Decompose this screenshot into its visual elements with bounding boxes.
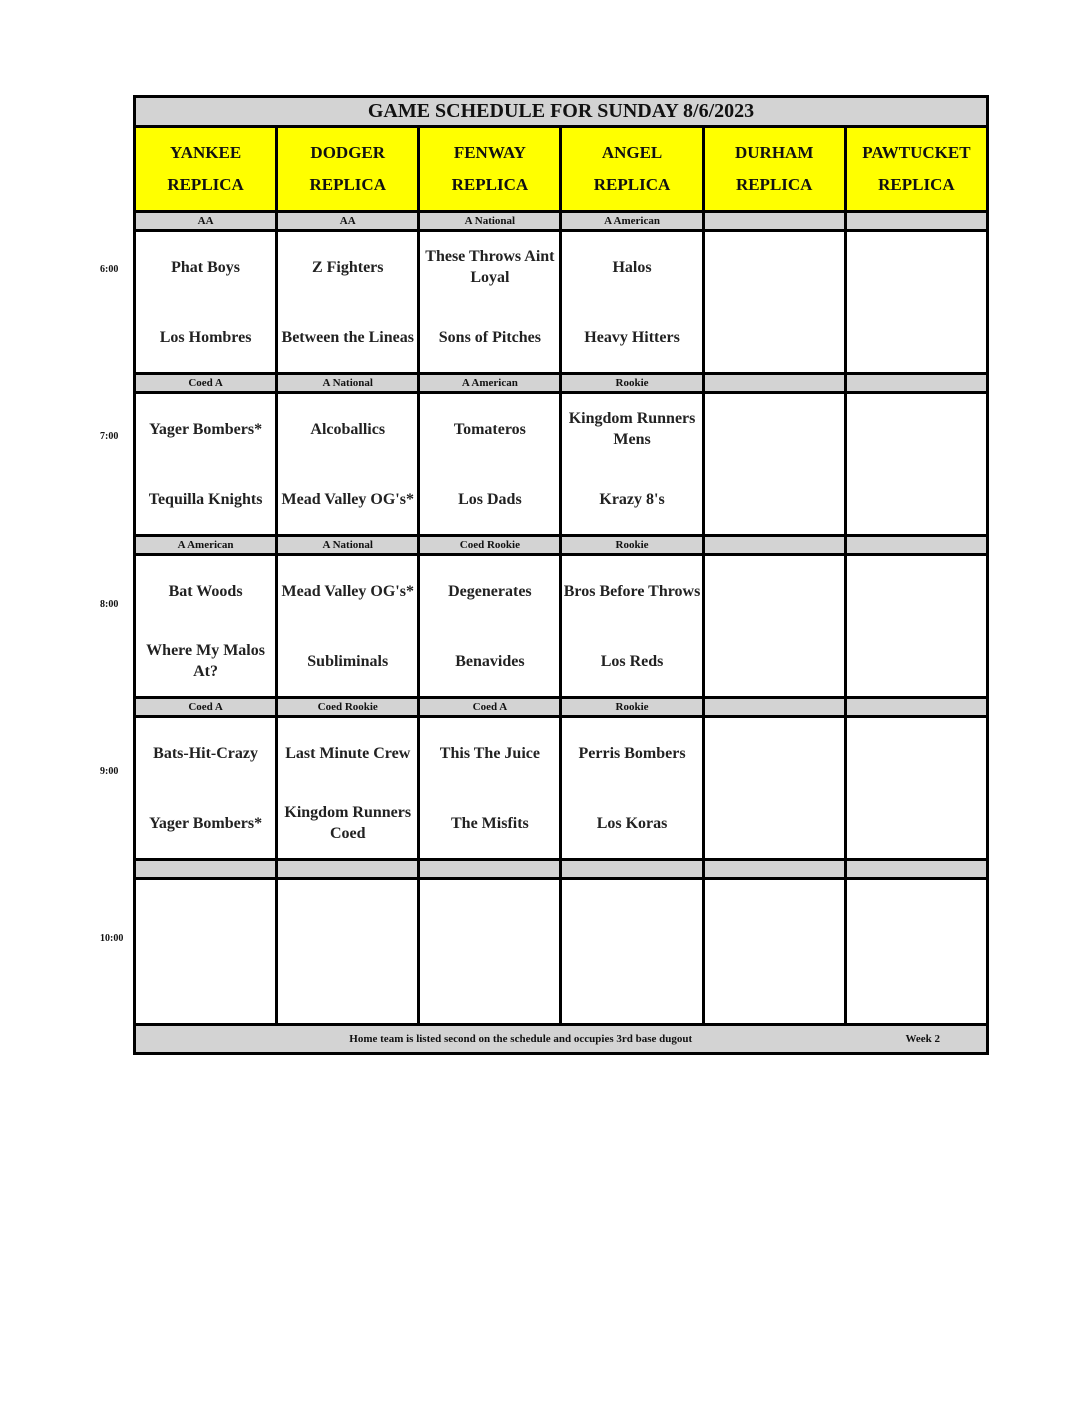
game-cell xyxy=(561,879,703,1025)
time-label-7: 7:00 xyxy=(100,431,119,442)
home-team-row xyxy=(135,788,988,860)
home-team-cell: Los Dads xyxy=(419,464,561,536)
division-row xyxy=(135,698,988,717)
division-label: AA xyxy=(277,212,419,231)
away-team-cell xyxy=(845,555,987,627)
field-subtitle: REPLICA xyxy=(451,175,529,194)
away-team-cell xyxy=(703,231,845,303)
division-label xyxy=(845,212,987,231)
division-label xyxy=(419,860,561,879)
field-subtitle: REPLICA xyxy=(309,175,386,194)
schedule-table xyxy=(133,95,989,1055)
home-team-cell: Heavy Hitters xyxy=(561,302,703,374)
home-team-cell xyxy=(845,464,987,536)
away-team-cell: Last Minute Crew xyxy=(277,717,419,789)
division-label xyxy=(845,374,987,393)
away-team-cell: Tomateros xyxy=(419,393,561,465)
home-team-cell: Benavides xyxy=(419,626,561,698)
away-team-cell: Bat Woods xyxy=(135,555,277,627)
away-team-cell: Bros Before Throws xyxy=(561,555,703,627)
division-row xyxy=(135,212,988,231)
division-label xyxy=(703,536,845,555)
field-name: DURHAM xyxy=(735,143,814,162)
away-team-row xyxy=(135,393,988,465)
away-team-row xyxy=(135,717,988,789)
division-label: A American xyxy=(135,536,277,555)
field-name: YANKEE xyxy=(169,143,242,162)
away-team-row xyxy=(135,231,988,303)
empty-slot-row xyxy=(135,879,988,1025)
field-subtitle: REPLICA xyxy=(593,175,671,194)
division-label: Rookie xyxy=(561,374,703,393)
away-team-cell xyxy=(845,393,987,465)
away-team-cell: Mead Valley OG's* xyxy=(277,555,419,627)
home-team-cell: Los Hombres xyxy=(135,302,277,374)
field-name: DODGER xyxy=(310,143,386,162)
game-cell xyxy=(703,879,845,1025)
game-cell xyxy=(135,879,277,1025)
home-team-cell: Krazy 8's xyxy=(561,464,703,536)
division-label xyxy=(277,860,419,879)
home-team-row xyxy=(135,464,988,536)
away-team-row xyxy=(135,555,988,627)
division-label: Coed Rookie xyxy=(277,698,419,717)
division-label: A American xyxy=(419,374,561,393)
game-cell xyxy=(277,879,419,1025)
field-header-yankee xyxy=(135,127,277,212)
home-team-cell: Tequilla Knights xyxy=(135,464,277,536)
field-name: FENWAY xyxy=(453,143,526,162)
schedule-title: GAME SCHEDULE FOR SUNDAY 8/6/2023 xyxy=(135,97,988,127)
division-label xyxy=(135,860,277,879)
away-team-cell xyxy=(703,393,845,465)
division-label: A National xyxy=(419,212,561,231)
division-label: A National xyxy=(277,374,419,393)
division-row xyxy=(135,860,988,879)
footer-note: Home team is listed second on the schedule and occupies 3rd base dugout xyxy=(349,1033,693,1045)
field-header-angel xyxy=(561,127,703,212)
home-team-cell: Subliminals xyxy=(277,626,419,698)
away-team-cell xyxy=(703,717,845,789)
division-label xyxy=(845,698,987,717)
field-header-row xyxy=(135,127,988,212)
field-header-durham xyxy=(703,127,845,212)
away-team-cell: This The Juice xyxy=(419,717,561,789)
field-name: PAWTUCKET xyxy=(862,143,971,162)
time-label-9: 9:00 xyxy=(100,766,119,777)
home-team-cell: Yager Bombers* xyxy=(135,788,277,860)
division-row xyxy=(135,536,988,555)
home-team-row xyxy=(135,626,988,698)
field-header-dodger xyxy=(277,127,419,212)
away-team-cell: Degenerates xyxy=(419,555,561,627)
home-team-cell: Kingdom Runners Coed xyxy=(277,788,419,860)
game-cell xyxy=(845,879,987,1025)
division-label: A National xyxy=(277,536,419,555)
time-label-10: 10:00 xyxy=(100,933,124,944)
home-team-cell xyxy=(703,626,845,698)
division-label: Rookie xyxy=(561,536,703,555)
division-label: Rookie xyxy=(561,698,703,717)
division-label: Coed A xyxy=(419,698,561,717)
division-label: Coed Rookie xyxy=(419,536,561,555)
division-label: Coed A xyxy=(135,374,277,393)
home-team-cell: Where My Malos At? xyxy=(135,626,277,698)
away-team-cell: Z Fighters xyxy=(277,231,419,303)
home-team-cell: Los Koras xyxy=(561,788,703,860)
home-team-row xyxy=(135,302,988,374)
division-label xyxy=(703,698,845,717)
week-label: Week 2 xyxy=(905,1033,940,1045)
away-team-cell: Halos xyxy=(561,231,703,303)
away-team-cell: Phat Boys xyxy=(135,231,277,303)
away-team-cell: Alcoballics xyxy=(277,393,419,465)
away-team-cell: Yager Bombers* xyxy=(135,393,277,465)
away-team-cell: Bats-Hit-Crazy xyxy=(135,717,277,789)
field-subtitle: REPLICA xyxy=(735,175,813,194)
field-subtitle: REPLICA xyxy=(167,175,244,194)
away-team-cell xyxy=(845,717,987,789)
time-label-6: 6:00 xyxy=(100,264,119,275)
home-team-cell xyxy=(703,464,845,536)
away-team-cell: Kingdom Runners Mens xyxy=(561,393,703,465)
home-team-cell xyxy=(703,302,845,374)
division-label xyxy=(703,374,845,393)
field-header-pawtucket xyxy=(845,127,987,212)
home-team-cell xyxy=(703,788,845,860)
home-team-cell xyxy=(845,788,987,860)
game-cell xyxy=(419,879,561,1025)
division-label: Coed A xyxy=(135,698,277,717)
field-subtitle: REPLICA xyxy=(878,175,955,194)
home-team-cell xyxy=(845,626,987,698)
home-team-cell xyxy=(845,302,987,374)
division-label xyxy=(703,860,845,879)
field-name: ANGEL xyxy=(601,143,663,162)
home-team-cell: The Misfits xyxy=(419,788,561,860)
footer xyxy=(135,1025,988,1054)
field-header-fenway xyxy=(419,127,561,212)
home-team-cell: Los Reds xyxy=(561,626,703,698)
division-row xyxy=(135,374,988,393)
division-label: AA xyxy=(135,212,277,231)
home-team-cell: Sons of Pitches xyxy=(419,302,561,374)
away-team-cell: Perris Bombers xyxy=(561,717,703,789)
division-label: A American xyxy=(561,212,703,231)
home-team-cell: Mead Valley OG's* xyxy=(277,464,419,536)
division-label xyxy=(845,860,987,879)
away-team-cell xyxy=(703,555,845,627)
division-label xyxy=(561,860,703,879)
division-label xyxy=(703,212,845,231)
division-label xyxy=(845,536,987,555)
away-team-cell xyxy=(845,231,987,303)
time-label-8: 8:00 xyxy=(100,599,119,610)
away-team-cell: These Throws Aint Loyal xyxy=(419,231,561,303)
home-team-cell: Between the Lineas xyxy=(277,302,419,374)
